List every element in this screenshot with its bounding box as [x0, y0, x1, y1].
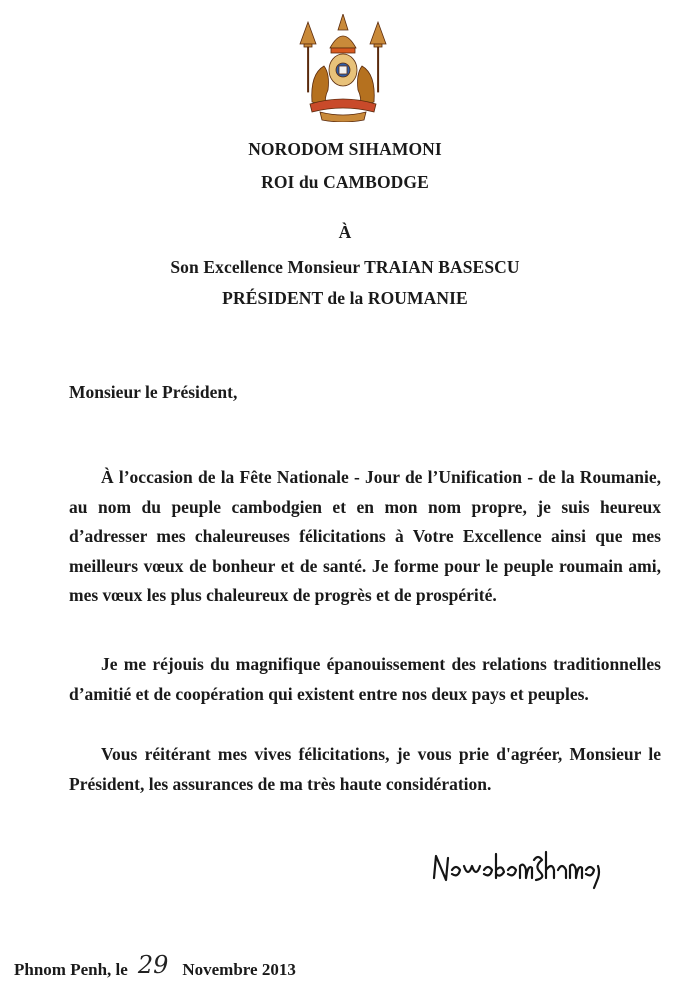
sender-title: ROI du CAMBODGE [261, 172, 429, 192]
dateline-day: 29 [137, 951, 169, 979]
royal-coat-of-arms-icon [290, 14, 396, 122]
dateline-month-year: Novembre 2013 [182, 960, 296, 979]
paragraph-2 [69, 650, 661, 709]
recipient-title: PRÉSIDENT de la ROUMANIE [222, 288, 468, 308]
addressed-to: À [338, 222, 352, 242]
paragraph-3-text: Vous réitérant mes vives félicitations, je vous prie d'agréer, Monsieur le Président, les assurances de ma très haute considération. [69, 744, 661, 794]
recipient-name: Son Excellence Monsieur TRAIAN BASESCU [170, 257, 520, 277]
dateline [14, 953, 296, 981]
paragraph-2-text: Je me réjouis du magnifique épanouissement des relations traditionnelles d’amitié et de coopération qui existent entre nos deux pays et peuples. [69, 654, 661, 704]
paragraph-1-text: À l’occasion de la Fête Nationale - Jour de l’Unification - de la Roumanie, au nom du peuple cambodgien et en mon nom propre, je suis heureux d’adresser mes chaleureuses félicitations à Votre Excellence ainsi que mes meilleurs vœux de bonheur et de santé. Je forme pour le peuple roumain ami, mes vœux les plus chaleureux de progrès et de prospérité. [69, 467, 661, 605]
paragraph-3 [69, 740, 661, 799]
paragraph-1 [69, 463, 661, 611]
handwritten-signature [430, 848, 605, 890]
sender-name: NORODOM SIHAMONI [248, 139, 442, 159]
dateline-place: Phnom Penh, le [14, 960, 128, 979]
salutation: Monsieur le Président, [69, 382, 238, 402]
